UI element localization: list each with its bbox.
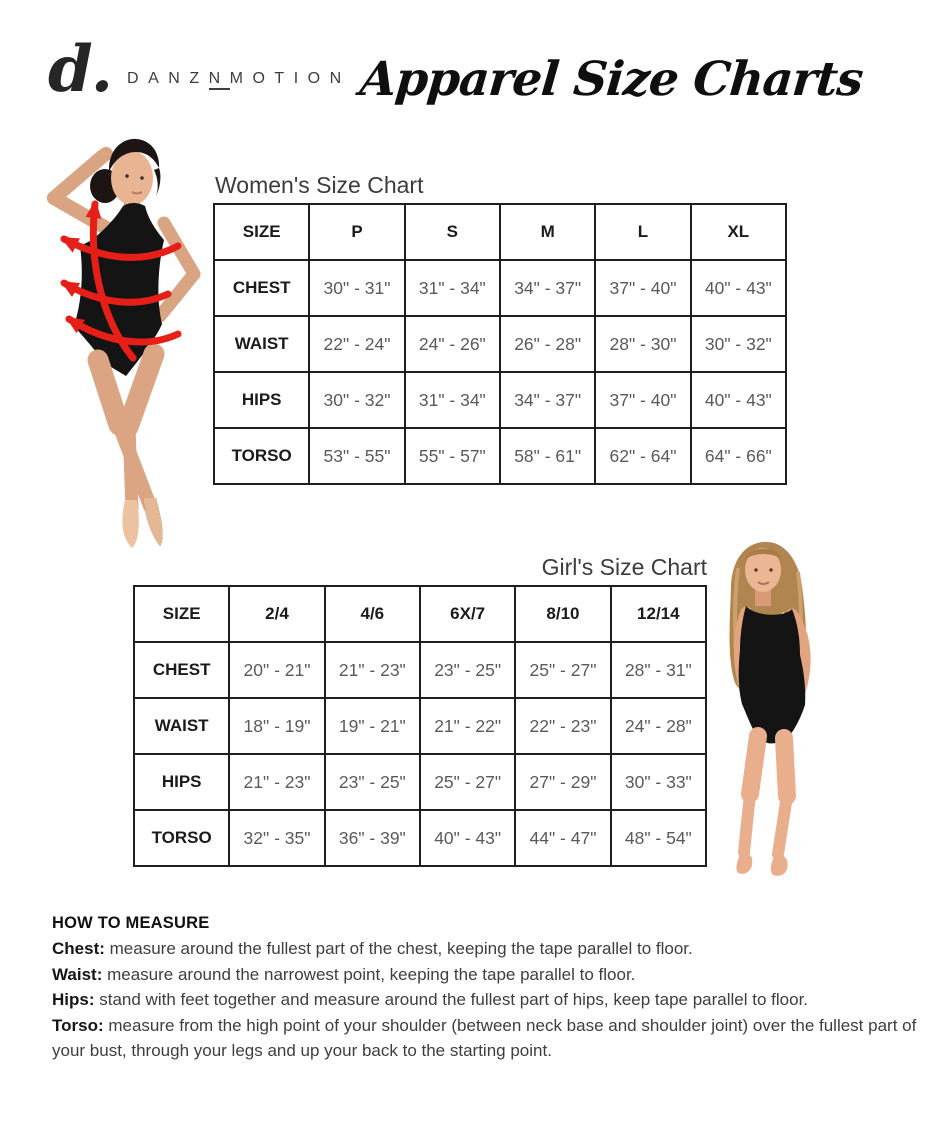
size-value: 30" - 33" [611,754,706,810]
wordmark-motion: MOTION [229,70,351,87]
woman-legs [98,354,154,508]
size-value: 30" - 32" [691,316,786,372]
table-row [134,810,706,866]
row-label: CHEST [134,642,229,698]
table-header-row [214,204,786,260]
table-row [134,698,706,754]
measure-item-chest [52,936,932,962]
size-value: 40" - 43" [691,372,786,428]
womens-size-table [213,203,787,485]
size-value: 44" - 47" [515,810,610,866]
size-value: 27" - 29" [515,754,610,810]
pointe-shoe [122,500,138,548]
size-value: 26" - 28" [500,316,595,372]
girl-leotard [739,606,806,743]
size-value: 48" - 54" [611,810,706,866]
table-row [214,260,786,316]
size-value: 55" - 57" [405,428,500,484]
size-value: 30" - 31" [309,260,404,316]
size-value: 23" - 25" [325,754,420,810]
size-value: 19" - 21" [325,698,420,754]
size-value: 24" - 26" [405,316,500,372]
size-value: 34" - 37" [500,372,595,428]
size-value: 25" - 27" [515,642,610,698]
size-value: 36" - 39" [325,810,420,866]
table-row [134,754,706,810]
size-value: 25" - 27" [420,754,515,810]
table-row [214,316,786,372]
size-value: 28" - 31" [611,642,706,698]
size-value: 21" - 23" [229,754,324,810]
size-value: 37" - 40" [595,260,690,316]
page-title: Apparel Size Charts [357,52,865,107]
girl-legs [744,736,787,854]
column-header: XL [691,204,786,260]
column-header: 2/4 [229,586,324,642]
wordmark-n-underlined: N [209,70,230,90]
measure-text: measure around the fullest part of the chest, keeping the tape parallel to floor. [109,939,693,958]
girl-figure-image [698,528,938,888]
table-row [134,642,706,698]
size-value: 22" - 23" [515,698,610,754]
size-value: 34" - 37" [500,260,595,316]
size-value: 53" - 55" [309,428,404,484]
size-value: 40" - 43" [420,810,515,866]
row-label: WAIST [214,316,309,372]
size-value: 62" - 64" [595,428,690,484]
measure-item-hips [52,987,932,1013]
woman-figure-image [8,126,218,556]
size-value: 24" - 28" [611,698,706,754]
size-value: 30" - 32" [309,372,404,428]
girls-chart-title: Girl's Size Chart [541,554,707,580]
row-label: TORSO [214,428,309,484]
measure-label: Torso: [52,1015,104,1035]
size-value: 22" - 24" [309,316,404,372]
girls-size-table [133,585,707,867]
column-header: S [405,204,500,260]
how-to-measure-heading: HOW TO MEASURE [52,914,210,932]
size-value: 37" - 40" [595,372,690,428]
size-value: 64" - 66" [691,428,786,484]
measure-item-waist [52,962,932,988]
measure-label: Chest: [52,939,105,958]
measure-item-torso [52,1013,932,1064]
size-value: 32" - 35" [229,810,324,866]
column-header: SIZE [134,586,229,642]
measure-label: Waist: [52,964,103,984]
row-label: WAIST [134,698,229,754]
row-label: HIPS [134,754,229,810]
wordmark-danz: DANZ [127,70,209,87]
column-header: 12/14 [611,586,706,642]
measure-label: Hips: [52,990,95,1009]
measure-text: measure around the narrowest point, keeping the tape parallel to floor. [107,964,636,984]
table-row [214,372,786,428]
brand-wordmark [127,70,351,88]
row-label: TORSO [134,810,229,866]
measure-text: measure from the high point of your shoulder (between neck base and shoulder joint) over the fullest part of your bust, through your legs and up your back to the starting point. [52,1015,917,1060]
table-row [214,428,786,484]
measure-text: stand with feet together and measure around the fullest part of hips, keep tape parallel to floor. [99,990,809,1009]
size-value: 21" - 22" [420,698,515,754]
column-header: 4/6 [325,586,420,642]
column-header: 8/10 [515,586,610,642]
woman-hip-arm [160,223,194,316]
column-header: M [500,204,595,260]
womens-chart-title: Women's Size Chart [215,172,424,198]
size-value: 40" - 43" [691,260,786,316]
size-value: 21" - 23" [325,642,420,698]
logo-d-icon: d. [48,32,112,107]
column-header: P [309,204,404,260]
size-value: 58" - 61" [500,428,595,484]
brand-logo [48,32,351,107]
row-label: CHEST [214,260,309,316]
column-header: 6X/7 [420,586,515,642]
column-header: L [595,204,690,260]
size-value: 20" - 21" [229,642,324,698]
table-header-row [134,586,706,642]
how-to-measure-section [52,910,932,1064]
size-value: 31" - 34" [405,372,500,428]
size-value: 23" - 25" [420,642,515,698]
column-header: SIZE [214,204,309,260]
row-label: HIPS [214,372,309,428]
size-value: 28" - 30" [595,316,690,372]
size-value: 18" - 19" [229,698,324,754]
size-value: 31" - 34" [405,260,500,316]
